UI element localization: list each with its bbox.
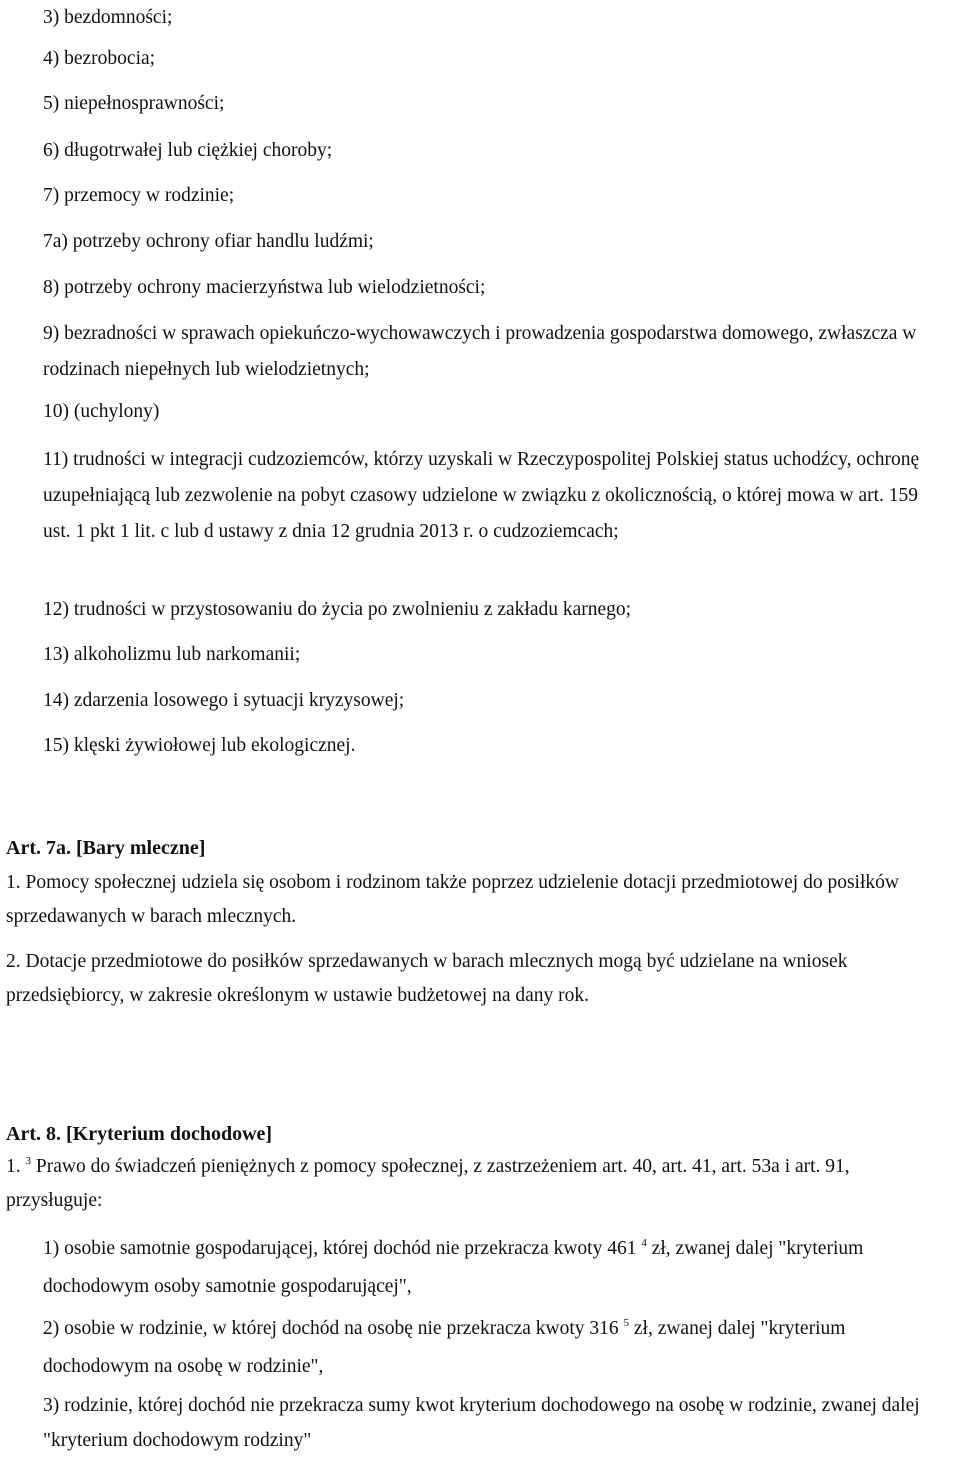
paragraph-number: 1. [6,1156,26,1177]
footnote-marker: 5 [623,1317,629,1329]
paragraph-text: Prawo do świadczeń pieniężnych z pomocy społecznej, z zastrzeżeniem art. 40, art. 41, art. 53a i art. 91, przysługuje: [6,1156,850,1211]
paragraph [6,1150,950,1218]
list-item: 15) klęski żywiołowej lub ekologicznej. [43,735,356,756]
list-item: 5) niepełnosprawności; [43,93,225,114]
list-item: 9) bezradności w sprawach opiekuńczo-wychowawczych i prowadzenia gospodarstwa domowego, zwłaszcza w rodzinach niepełnych lub wielodzietnych; [43,323,917,380]
footnote-marker: 4 [641,1237,647,1249]
list-item: 14) zdarzenia losowego i sytuacji kryzysowej; [43,690,405,711]
list-item: 6) długotrwałej lub ciężkiej choroby; [43,140,333,161]
footnote-marker: 3 [25,1155,31,1167]
list-item: 2) osobie w rodzinie, w której dochód na osobę nie przekracza kwoty 316 $^5$ zł, zwanej dalej "kryterium dochodowym na osobę w rodzinie", [43,1317,846,1377]
paragraph: 1. Pomocy społecznej udziela się osobom i rodzinom także poprzez udzielenie dotacji przedmiotowej do posiłków sprzedawanych w barach mlecznych. [6,872,899,927]
article-heading: Art. 7a. [Bary mleczne] [6,837,206,859]
list-item: 12) trudności w przystosowaniu do życia po zwolnieniu z zakładu karnego; [43,599,632,620]
article-heading: Art. 8. [Kryterium dochodowe] [6,1123,273,1145]
list-item: 7) przemocy w rodzinie; [43,185,235,206]
list-item: 3) rodzinie, której dochód nie przekracza sumy kwot kryterium dochodowego na osobę w rodzinie, zwanej dalej "kryterium dochodowym rodziny" [43,1395,920,1451]
list-item: 4) bezrobocia; [43,48,156,69]
list-item: 7a) potrzeby ochrony ofiar handlu ludźmi; [43,231,374,252]
list-item: 10) (uchylony) [43,401,160,422]
list-item: 3) bezdomności; [43,7,173,28]
list-item: 11) trudności w integracji cudzoziemców, którzy uzyskali w Rzeczypospolitej Polskiej status uchodźcy, ochronę uzupełniającą lub zezwolenie na pobyt czasowy udzielone w związku z okolicznością, o której mowa w art. 159 ust. 1 pkt 1 lit. c lub d ustawy z dnia 12 grudnia 2013 r. o cudzoziemcach; [43,449,920,542]
list-item: 13) alkoholizmu lub narkomanii; [43,644,301,665]
list-item: 8) potrzeby ochrony macierzyństwa lub wielodzietności; [43,277,486,298]
list-item: 1) osobie samotnie gospodarującej, której dochód nie przekracza kwoty 461 $^4$ zł, zwanej dalej "kryterium dochodowym osoby samotnie gospodarującej", [43,1237,864,1297]
paragraph: 2. Dotacje przedmiotowe do posiłków sprzedawanych w barach mlecznych mogą być udzielane na wniosek przedsiębiorcy, w zakresie określonym w ustawie budżetowej na dany rok. [6,951,848,1006]
